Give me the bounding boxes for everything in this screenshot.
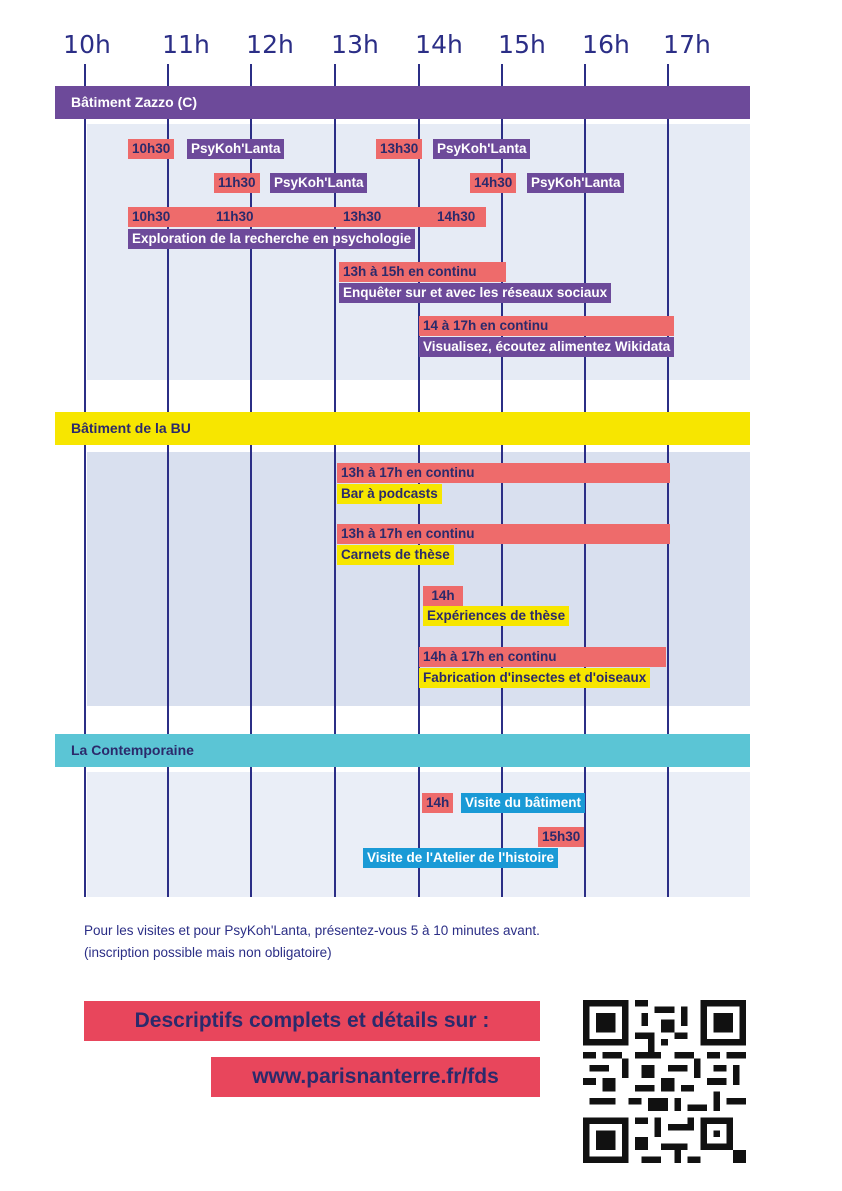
carnets-label: Carnets de thèse <box>337 545 454 565</box>
psy1-label: PsyKoh'Lanta <box>187 139 284 159</box>
psy4-time: 14h30 <box>470 173 516 193</box>
cta-url-link[interactable]: www.parisnanterre.fr/fds <box>211 1057 540 1097</box>
gridline <box>84 64 86 897</box>
note-line-1: Pour les visites et pour PsyKoh'Lanta, présentez-vous 5 à 10 minutes avant. <box>84 923 540 938</box>
section-bu: Bâtiment de la BU <box>55 412 750 445</box>
wiki-time: 14 à 17h en continu <box>419 316 674 336</box>
hour-10: 10h <box>63 30 111 59</box>
psy2-time: 13h30 <box>376 139 422 159</box>
wiki-label: Visualisez, écoutez alimentez Wikidata <box>419 337 674 357</box>
exp-time: 14h <box>423 586 463 606</box>
hour-15: 15h <box>498 30 546 59</box>
atelier-time: 15h30 <box>538 827 584 847</box>
atelier-label: Visite de l'Atelier de l'histoire <box>363 848 558 868</box>
exp-label: Expériences de thèse <box>423 606 569 626</box>
note-line-2: (inscription possible mais non obligatoire) <box>84 945 332 960</box>
bar-label: Bar à podcasts <box>337 484 442 504</box>
fab-time: 14h à 17h en continu <box>419 647 666 667</box>
psy2-label: PsyKoh'Lanta <box>433 139 530 159</box>
cta-descriptifs: Descriptifs complets et détails sur : <box>84 1001 540 1041</box>
hour-17: 17h <box>663 30 711 59</box>
explo-time-3: 13h30 <box>343 209 382 224</box>
visit-time: 14h <box>422 793 453 813</box>
carnets-time: 13h à 17h en continu <box>337 524 670 544</box>
explo-time-4: 14h30 <box>437 209 476 224</box>
enq-time: 13h à 15h en continu <box>339 262 506 282</box>
fab-label: Fabrication d'insectes et d'oiseaux <box>419 668 650 688</box>
hour-12: 12h <box>246 30 294 59</box>
visit-label: Visite du bâtiment <box>461 793 585 813</box>
psy4-label: PsyKoh'Lanta <box>527 173 624 193</box>
explo-time-1: 10h30 <box>132 209 171 224</box>
section-contemporaine: La Contemporaine <box>55 734 750 767</box>
psy1-time: 10h30 <box>128 139 174 159</box>
explo-time-2: 11h30 <box>216 209 254 224</box>
enq-label: Enquêter sur et avec les réseaux sociaux <box>339 283 611 303</box>
psy3-label: PsyKoh'Lanta <box>270 173 367 193</box>
hour-14: 14h <box>415 30 463 59</box>
hour-16: 16h <box>582 30 630 59</box>
psy3-time: 11h30 <box>214 173 260 193</box>
qr-code-icon[interactable] <box>583 1000 746 1163</box>
gridline <box>167 64 169 897</box>
bar-time: 13h à 17h en continu <box>337 463 670 483</box>
section-zazzo: Bâtiment Zazzo (C) <box>55 86 750 119</box>
explo-label: Exploration de la recherche en psychologie <box>128 229 415 249</box>
explo-times-bar <box>128 207 486 227</box>
hour-11: 11h <box>162 30 210 59</box>
hour-13: 13h <box>331 30 379 59</box>
